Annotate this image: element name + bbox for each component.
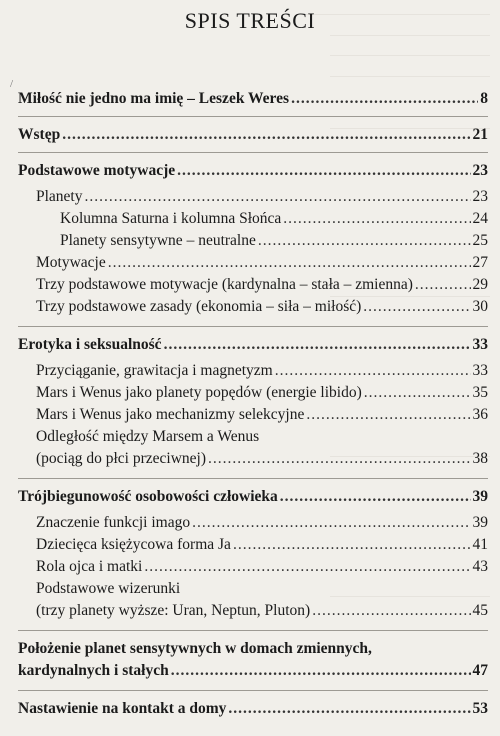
toc-label: Rola ojca i matki	[36, 558, 143, 575]
toc-page-number: 45	[472, 602, 488, 619]
toc-label: Dziecięca księżycowa forma Ja	[36, 536, 231, 553]
toc-label-line1: Położenie planet sensytywnych w domach zmiennych,	[18, 640, 372, 657]
toc-entry	[60, 210, 488, 228]
leader-dots	[283, 210, 470, 228]
leader-dots	[306, 406, 470, 424]
toc-page-number: 29	[472, 276, 488, 293]
divider	[18, 630, 488, 631]
toc-entry	[36, 602, 488, 620]
toc-entry	[36, 450, 488, 468]
divider	[18, 690, 488, 691]
leader-dots	[415, 276, 471, 294]
toc-label: Wstęp	[18, 126, 61, 143]
leader-dots	[364, 384, 471, 402]
leader-dots	[275, 362, 471, 380]
leader-dots	[258, 232, 471, 250]
toc-entry	[18, 90, 488, 108]
divider	[18, 478, 488, 479]
toc-label: Planety	[36, 188, 83, 205]
leader-dots	[228, 700, 470, 718]
toc-entry	[36, 254, 488, 272]
toc-label: Kolumna Saturna i kolumna Słońca	[60, 210, 282, 227]
bleed-through	[330, 35, 490, 36]
toc-page-number: 35	[472, 384, 488, 401]
toc-entry	[60, 232, 488, 250]
toc-entry	[36, 536, 488, 554]
leader-dots	[177, 162, 470, 180]
toc-page-number: 24	[472, 210, 488, 227]
leader-dots	[208, 450, 471, 468]
toc-page-number: 27	[472, 254, 488, 271]
toc-page-number: 30	[472, 298, 488, 315]
toc-page-number: 23	[472, 188, 488, 205]
toc-entry	[36, 514, 488, 532]
toc-page-number: 8	[480, 90, 488, 107]
leader-dots	[312, 602, 470, 620]
leader-dots	[171, 662, 471, 680]
toc-page-number: 33	[472, 336, 488, 353]
toc-entry	[36, 384, 488, 402]
toc-label: Podstawowe motywacje	[18, 162, 176, 179]
toc-page-number: 41	[472, 536, 488, 553]
toc-label-line1: Odległość między Marsem a Wenus	[36, 428, 260, 445]
toc-entry	[36, 558, 488, 576]
toc-label-line2: (trzy planety wyższe: Uran, Neptun, Pluton)	[36, 602, 311, 619]
leader-dots	[108, 254, 471, 272]
toc-entry	[18, 336, 488, 354]
leader-dots	[164, 336, 471, 354]
toc-page-number: 33	[472, 362, 488, 379]
toc-page-number: 53	[472, 700, 488, 717]
toc-page-number: 36	[472, 406, 488, 423]
toc-label: Mars i Wenus jako planety popędów (energie libido)	[36, 384, 362, 401]
page-marker: /	[10, 78, 14, 90]
toc-label-line1: Podstawowe wizerunki	[36, 580, 181, 597]
leader-dots	[144, 558, 470, 576]
toc-label-line2: (pociąg do płci przeciwnej)	[36, 450, 206, 467]
bleed-through	[330, 296, 490, 297]
toc-entry	[36, 298, 488, 316]
toc-page-number: 23	[472, 162, 488, 179]
toc-label: Planety sensytywne – neutralne	[60, 232, 256, 249]
leader-dots	[233, 536, 471, 554]
leader-dots	[291, 90, 478, 108]
toc-label: Znaczenie funkcji imago	[36, 514, 191, 531]
toc-entry	[18, 162, 488, 180]
leader-dots	[85, 188, 471, 206]
toc-label: Trzy podstawowe zasady (ekonomia – siła – miłość)	[36, 298, 362, 315]
toc-page-number: 47	[472, 662, 488, 679]
leader-dots	[192, 514, 470, 532]
toc-page-number: 39	[472, 488, 488, 505]
toc-label: Trójbiegunowość osobowości człowieka	[18, 488, 278, 505]
bleed-through	[330, 55, 490, 56]
toc-label: Motywacje	[36, 254, 106, 271]
toc-page-number: 25	[472, 232, 488, 249]
bleed-through	[330, 76, 490, 77]
divider	[18, 326, 488, 327]
toc-entry	[36, 362, 488, 380]
toc-page-number: 39	[472, 514, 488, 531]
toc-entry	[18, 488, 488, 506]
toc-label: Trzy podstawowe motywacje (kardynalna – stała – zmienna)	[36, 276, 413, 293]
toc-entry	[18, 700, 488, 718]
leader-dots	[62, 126, 470, 144]
toc-label: Nastawienie na kontakt a domy	[18, 700, 227, 717]
toc-label-line2: kardynalnych i stałych	[18, 662, 169, 679]
divider	[18, 152, 488, 153]
toc-page-number: 38	[472, 450, 488, 467]
toc-entry	[18, 126, 488, 144]
toc-entry	[36, 276, 488, 294]
leader-dots	[363, 298, 470, 316]
toc-page-number: 43	[472, 558, 488, 575]
toc-entry	[36, 188, 488, 206]
toc-entry	[18, 662, 488, 680]
toc-label: Miłość nie jedno ma imię – Leszek Weres	[18, 90, 290, 107]
toc-label: Mars i Wenus jako mechanizmy selekcyjne	[36, 406, 305, 423]
leader-dots	[280, 488, 471, 506]
toc-page-number: 21	[472, 126, 488, 143]
toc-entry	[36, 406, 488, 424]
toc-label: Erotyka i seksualność	[18, 336, 162, 353]
page-title: SPIS TREŚCI	[184, 8, 316, 33]
divider	[18, 116, 488, 117]
toc-label: Przyciąganie, grawitacja i magnetyzm	[36, 362, 273, 379]
